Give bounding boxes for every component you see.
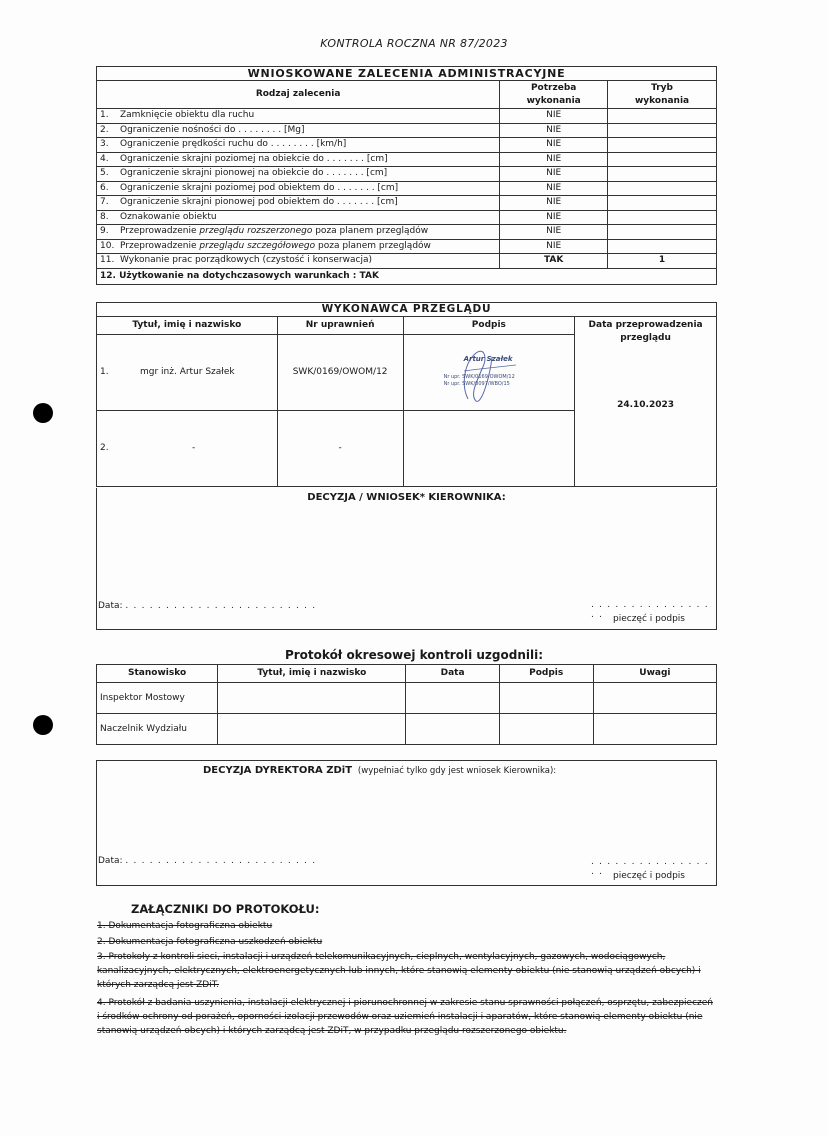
col-sign: Podpis [499, 665, 593, 683]
agreement-row: Naczelnik Wydziału [97, 714, 717, 745]
col-recommendation-type: Rodzaj zalecenia [97, 81, 500, 109]
recommendations-table [96, 66, 717, 285]
director-stamp-label: pieczęć i podpis [613, 871, 685, 881]
agreement-table [96, 664, 717, 745]
inspector-row: 2. - - [97, 411, 717, 487]
col-date: Data [406, 665, 499, 683]
inspection-date: 24.10.2023 [617, 400, 675, 410]
punch-hole-bottom [33, 715, 53, 735]
recommendation-row: 11. Wykonanie prac porządkowych (czystość i konserwacja) TAK 1 [97, 254, 717, 269]
recommendation-row: 6. Ograniczenie skrajni poziomej pod obiektem do . . . . . . . [cm] NIE [97, 181, 717, 196]
inspector-heading: WYKONAWCA PRZEGLĄDU [97, 303, 717, 317]
recommendation-row: 2. Ograniczenie nośności do . . . . . . . . [Mg] NIE [97, 123, 717, 138]
manager-decision-heading: DECYZJA / WNIOSEK* KIEROWNIKA: [307, 492, 506, 503]
col-remarks: Uwagi [593, 665, 716, 683]
agreement-heading: Protokół okresowej kontroli uzgodnili: [284, 648, 544, 662]
document-title: KONTROLA ROCZNA NR 87/2023 [320, 37, 508, 50]
recommendation-row: 3. Ograniczenie prędkości ruchu do . . . . . . . . [km/h] NIE [97, 138, 717, 153]
col-person: Tytuł, imię i nazwisko [218, 665, 406, 683]
col-mode: Tryb wykonania [608, 81, 717, 109]
director-date-line: Data: . . . . . . . . . . . . . . . . . . . . . . . . [98, 856, 317, 866]
recommendation-row: 7. Ograniczenie skrajni pionowej pod obiektem do . . . . . . . [cm] NIE [97, 196, 717, 211]
col-name: Tytuł, imię i nazwisko [97, 317, 278, 335]
recommendations-heading: WNIOSKOWANE ZALECENIA ADMINISTRACYJNE [97, 67, 717, 81]
attachment-item: 1. Dokumentacja fotograficzna obiektu [97, 921, 273, 931]
manager-decision-box: DECYZJA / WNIOSEK* KIEROWNIKA: Data: . . . . . . . . . . . . . . . . . . . . . . . . . . . . . . . . . . . . . . . . . pieczęć i podpis [96, 488, 717, 630]
col-signature: Podpis [403, 317, 575, 335]
inspection-date-cell: Data przeprowadzenia przeglądu 24.10.2023 [575, 317, 717, 487]
inspector-row: 1. mgr inż. Artur Szałek SWK/0169/OWOM/12 Artur Szałek Nr upr. SWK/0169/OWOM/12 Nr upr. SWK/0097/WBO/15 [97, 335, 717, 411]
col-need: Potrzeba wykonania [500, 81, 608, 109]
attachment-item: 4. Protokół z badania uszynienia, instalacji elektrycznej i piorunochronnej w zakresie stanu sprawności połączeń, osprzętu, zabezpieczeń i środków ochrony od porażeń, oporności izolacji przewodów oraz uziemień instalacji i aparatów, które stanowią elementy obiektu (nie stanowią urządzeń obcych) i których zarządcą jest ZDiT, w przypadku przeglądu rozszerzonego obiektu. [97, 998, 713, 1036]
director-decision-box: DECYZJA DYREKTORA ZDiT (wypełniać tylko gdy jest wniosek Kierownika): Data: . . . . . . . . . . . . . . . . . . . . . . . . . . . . . . . . . . . . . . . . . pieczęć i podpis [96, 760, 717, 886]
recommendation-row: 10. Przeprowadzenie przeglądu szczegółowego poza planem przeglądów NIE [97, 239, 717, 254]
attachment-item: 2. Dokumentacja fotograficzna uszkodzeń obiektu [97, 937, 323, 947]
recommendation-row-12: 12. Użytkowanie na dotychczasowych warunkach : TAK [97, 268, 717, 284]
recommendation-row: 8. Oznakowanie obiektu NIE [97, 210, 717, 225]
col-position: Stanowisko [97, 665, 218, 683]
punch-hole-top [33, 403, 53, 423]
recommendation-row: 1. Zamknięcie obiektu dla ruchu NIE [97, 109, 717, 124]
manager-date-line: Data: . . . . . . . . . . . . . . . . . . . . . . . . [98, 601, 317, 611]
recommendation-row: 5. Ograniczenie skrajni pionowej na obiekcie do . . . . . . . [cm] NIE [97, 167, 717, 182]
agreement-row: Inspektor Mostowy [97, 683, 717, 714]
attachments-heading: ZAŁĄCZNIKI DO PROTOKOŁU: [131, 902, 320, 916]
recommendation-row: 4. Ograniczenie skrajni poziomej na obiekcie do . . . . . . . [cm] NIE [97, 152, 717, 167]
recommendation-row: 9. Przeprowadzenie przeglądu rozszerzonego poza planem przeglądów NIE [97, 225, 717, 240]
col-license: Nr uprawnień [277, 317, 403, 335]
manager-stamp-label: pieczęć i podpis [613, 614, 685, 624]
director-decision-heading: DECYZJA DYREKTORA ZDiT (wypełniać tylko gdy jest wniosek Kierownika): [203, 765, 557, 776]
inspector-table [96, 302, 717, 487]
signature-stamp: Artur Szałek Nr upr. SWK/0169/OWOM/12 Nr upr. SWK/0097/WBO/15 [403, 335, 575, 411]
attachment-item: 3. Protokoły z kontroli sieci, instalacji i urządzeń telekomunikacyjnych, cieplnych, wentylacyjnych, gazowych, wodociągowych, kanalizacyjnych, elektrycznych, elektroenergetycznych lub innych, które stanowią elementy obiektu (nie stanowią urządzeń obcych) i których zarządcą jest ZDiT. [97, 952, 701, 990]
